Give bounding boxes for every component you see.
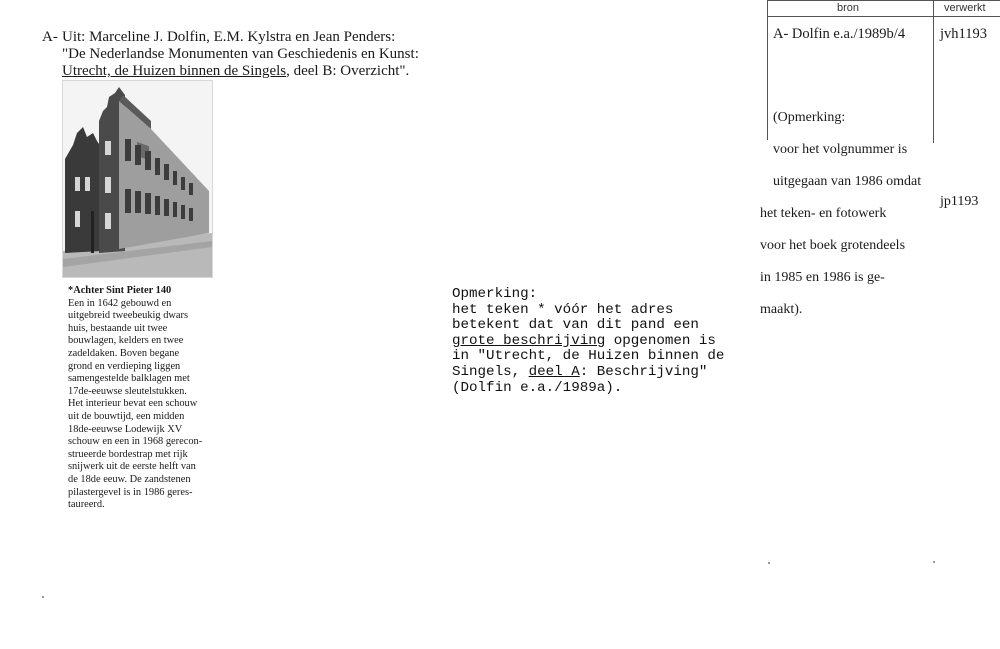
caption-line: grond en verdieping liggen	[68, 360, 181, 372]
remark-line: maakt).	[760, 302, 803, 317]
note-text: : Beschrijving"	[579, 363, 708, 380]
note-underlined-term: deel A	[528, 363, 580, 380]
note-line: betekent dat van dit pand een	[452, 317, 699, 334]
caption-title: *Achter Sint Pieter 140	[68, 285, 172, 296]
caption-line: taureerd.	[68, 499, 105, 511]
remark-line: voor het boek grotendeels	[760, 238, 906, 253]
citation-title: Utrecht, de Huizen binnen de Singels	[62, 63, 287, 79]
building-illustration	[63, 81, 212, 277]
remark-code: jp1193	[940, 194, 979, 209]
column-header-bron: bron	[837, 2, 860, 14]
caption-line: huis, bestaande uit twee	[68, 322, 168, 334]
citation-line: Uit: Marceline J. Dolfin, E.M. Kylstra en Jean Penders:	[62, 29, 396, 45]
citation	[62, 29, 419, 80]
remark-line: (Opmerking:	[773, 110, 846, 125]
remark-line: het teken- en fotowerk	[760, 206, 887, 221]
header-divider	[767, 16, 1000, 17]
remark-line: uitgegaan van 1986 omdat	[773, 174, 922, 189]
column-header-verwerkt: verwerkt	[944, 2, 986, 14]
caption-line: 18de-eeuwse Lodewijk XV	[68, 423, 183, 435]
caption-line: 17de-eeuwse sleutelstukken.	[68, 385, 187, 397]
caption-line: strueerde bordestrap met rijk	[68, 448, 188, 460]
note-line: in "Utrecht, de Huizen binnen de	[452, 348, 725, 365]
photo-caption	[68, 285, 218, 512]
column-divider-left	[767, 0, 768, 140]
note-underlined-term: grote beschrijving	[452, 332, 606, 349]
remark-right	[760, 94, 933, 334]
note-line: Opmerking:	[452, 286, 538, 302]
note-line: (Dolfin e.a./1989a).	[452, 379, 623, 396]
scan-speck	[933, 561, 935, 563]
caption-line: de 18de eeuw. De zandstenen	[68, 473, 191, 485]
remark-line: in 1985 en 1986 is ge-	[760, 270, 885, 285]
caption-line: snijwerk uit de eerste helft van	[68, 461, 196, 473]
table-top-rule	[767, 0, 1000, 1]
note-line	[452, 365, 724, 381]
caption-line: uitgebreid tweebeukig dwars	[68, 310, 189, 322]
caption-line: samengestelde balklagen met	[68, 373, 190, 385]
caption-line: Het interieur bevat een schouw	[68, 398, 198, 410]
typed-note	[452, 287, 724, 396]
note-line: het teken * vóór het adres	[452, 301, 674, 318]
citation-line: "De Nederlandse Monumenten van Geschiedenis en Kunst:	[62, 46, 419, 62]
note-line	[452, 334, 724, 350]
caption-line: pilastergevel is in 1986 geres-	[68, 486, 193, 498]
caption-line: bouwlagen, kelders en twee	[68, 335, 184, 347]
caption-line: Een in 1642 gebouwd en	[68, 297, 172, 309]
note-text: Singels,	[452, 363, 529, 380]
caption-line: schouw en een in 1968 gerecon-	[68, 436, 203, 448]
processed-code: jvh1193	[940, 26, 987, 42]
citation-rest: , deel B: Overzicht".	[286, 63, 410, 79]
column-divider-right	[933, 0, 934, 143]
citation-label: A-	[42, 29, 58, 45]
note-text: opgenomen is	[605, 332, 716, 349]
scan-speck	[768, 562, 770, 564]
remark-line: voor het volgnummer is	[773, 142, 908, 157]
scan-speck	[42, 596, 44, 598]
building-photo	[62, 80, 213, 278]
caption-line: zadeldaken. Boven begane	[68, 347, 180, 359]
caption-line: uit de bouwtijd, een midden	[68, 410, 185, 422]
citation-line	[62, 63, 419, 80]
source-reference: A- Dolfin e.a./1989b/4	[773, 26, 906, 42]
